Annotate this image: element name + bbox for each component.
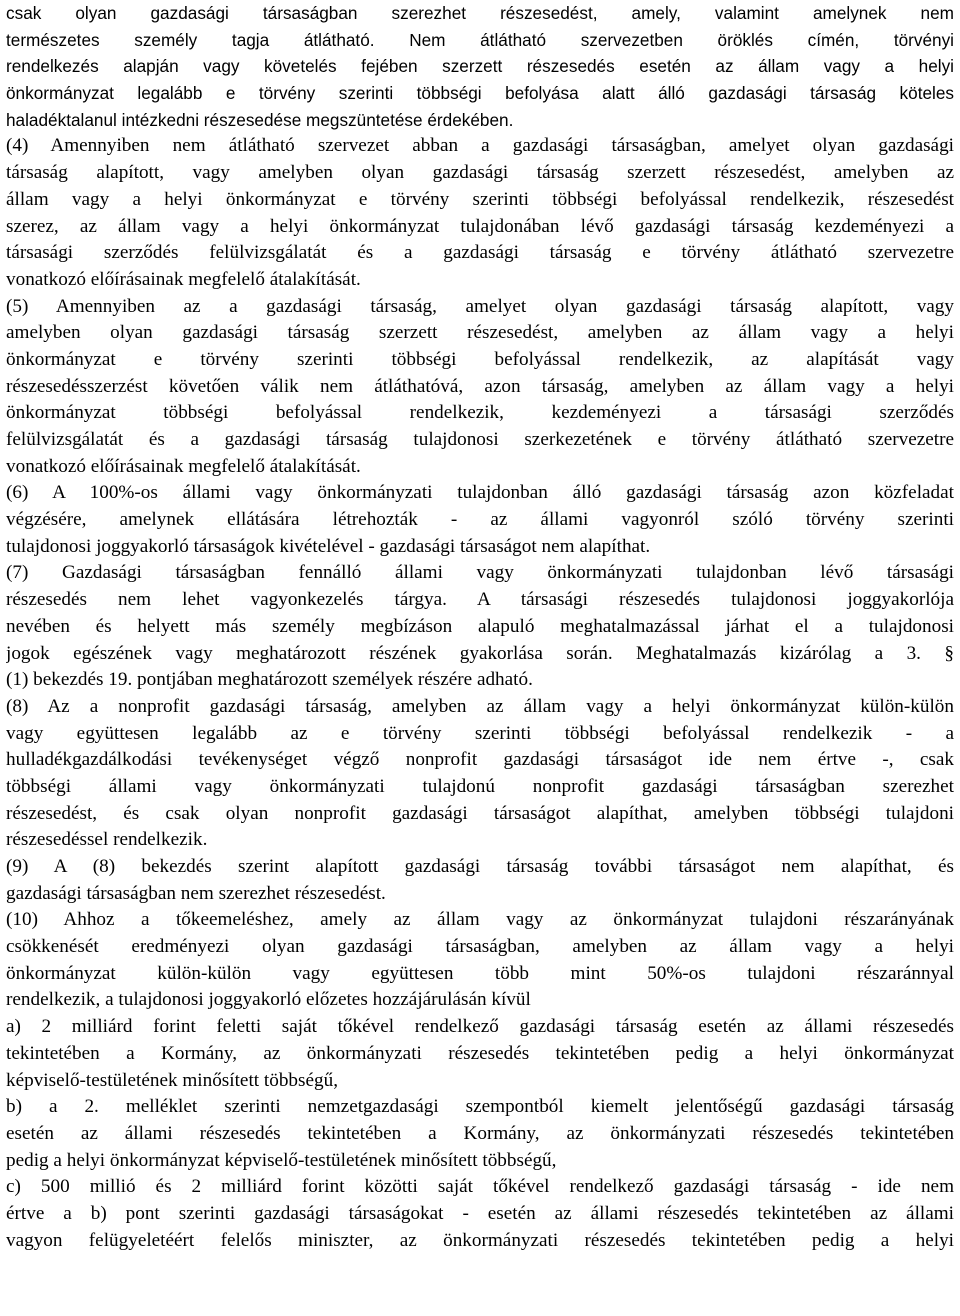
text-line: vonatkozó előírásainak megfelelő átalakítását. [6,455,361,477]
text-line: (6) A 100%-os állami vagy önkormányzati tulajdonban álló gazdasági társaság azon közfeladat [6,482,954,504]
text-line: (8) Az a nonprofit gazdasági társaság, amelyben az állam vagy a helyi önkormányzat külön-külön [6,695,954,717]
document-body [6,0,954,1254]
text-line: önkormányzat legalább e törvény szerinti többségi befolyása alatt álló gazdasági társaság köteles [6,83,954,104]
text-line: rendelkezés alapján vagy követelés fejében szerzett részesedés esetén az állam vagy a helyi [6,56,954,77]
text-line: (9) A (8) bekezdés szerint alapított gazdasági társaság további társaságot nem alapíthat, és [6,856,954,877]
text-line [6,27,954,54]
text-line: részesedésszerzést követően válik nem átláthatóvá, azon társaság, amelyben az állam vagy a helyi [6,375,954,397]
text-line: önkormányzat e törvény szerinti többségi befolyással rendelkezik, az alapítását vagy [6,348,954,370]
text-line: részesedéssel rendelkezik. [6,829,208,851]
text-line: haladéktalanul intézkedni részesedése megszüntetése érdekében. [6,109,514,130]
text-line: (1) bekezdés 19. pontjában meghatározott személyek részére adható. [6,669,533,691]
text-line: amelyben olyan gazdasági társaság szerzett részesedést, amelyben az állam vagy a helyi [6,322,954,344]
text-line: végzésére, amelynek ellátására létrehozták - az állami vagyonról szóló törvény szerinti [6,509,954,531]
text-line: képviselő-testületének minősített többségű, [6,1069,338,1091]
text-line: hulladékgazdálkodási tevékenységet végző nonprofit gazdasági társaságot ide nem értve -, csak [6,749,954,771]
text-line: önkormányzat külön-külön vagy együttesen több mint 50%-os tulajdoni részaránnyal [6,962,954,984]
text-line: vagy együttesen legalább az e törvény szerinti többségi befolyással rendelkezik - a [6,722,954,744]
text-line: pedig a helyi önkormányzat képviselő-testületének minősített többségű, [6,1149,557,1171]
text-line: értve a b) pont szerinti gazdasági társaságokat - esetén az állami részesedés tekintetében az állami [6,1202,954,1224]
text-line: (7) Gazdasági társaságban fennálló állami vagy önkormányzati tulajdonban lévő társasági [6,562,954,584]
text-line: részesedést, és csak olyan nonprofit gazdasági társaságot alapíthat, amelyben többségi tulajdoni [6,802,954,824]
text-line: (4) Amennyiben nem átlátható szervezet abban a gazdasági társaságban, amelyet olyan gazdasági [6,135,954,157]
document-page [6,0,954,1254]
text-line: állam vagy a helyi önkormányzat e törvény szerinti többségi befolyással rendelkezik, részesedést [6,188,954,210]
text-line: többségi állami vagy önkormányzati tulajdonú nonprofit gazdasági társaságban szerezhet [6,775,954,797]
text-line: tekintetében a Kormány, az önkormányzati részesedés tekintetében pedig a helyi önkormányzat [6,1042,954,1064]
text-line: (5) Amennyiben az a gazdasági társaság, amelyet olyan gazdasági társaság alapított, vagy [6,295,954,317]
text-line: jogok egészének vagy meghatározott részének gyakorlása során. Meghatalmazás kizárólag a 3. § [6,642,954,664]
text-line: társaság alapított, vagy amelyben olyan gazdasági társaság szerzett részesedést, amelyben az [6,162,954,184]
text-line: rendelkezik, a tulajdonosi joggyakorló előzetes hozzájárulásán kívül [6,989,531,1011]
text-line: b) a 2. melléklet szerinti nemzetgazdasági szempontból kiemelt jelentőségű gazdasági társaság [6,1096,954,1118]
text-line: felülvizsgálatát és a gazdasági társaság tulajdonosi szerkezetének e törvény átlátható szervezetre [6,429,954,450]
text-line: esetén az állami részesedés tekintetében a Kormány, az önkormányzati részesedés tekintetében [6,1122,954,1144]
text-line: társasági szerződés felülvizsgálatát és a gazdasági társaság e törvény átlátható szervezetre [6,242,954,264]
text-line: tulajdonosi joggyakorló társaságok kivételével - gazdasági társaságot nem alapíthat. [6,535,651,557]
text-line: (10) Ahhoz a tőkeemeléshez, amely az állam vagy az önkormányzat tulajdoni részarányának [6,909,954,931]
text-line: nevében és helyett más személy megbízáson alapuló meghatalmazással járhat el a tulajdonosi [6,615,954,637]
text-line: önkormányzat többségi befolyással rendelkezik, kezdeményezi a társasági szerződés [6,402,954,424]
text-line: vonatkozó előírásainak megfelelő átalakítását. [6,268,361,290]
text-line: részesedés nem lehet vagyonkezelés tárgya. A társasági részesedés tulajdonosi joggyakorlója [6,589,954,611]
text-line: vagyon felügyeletéért felelős miniszter, az önkormányzati részesedés tekintetében pedig a helyi [6,1229,954,1251]
text-line: csökkenését eredményezi olyan gazdasági társaságban, amelyben az állam vagy a helyi [6,936,954,958]
text-line: a) 2 milliárd forint feletti saját tőkével rendelkező gazdasági társaság esetén az állami részesedés [6,1016,954,1038]
text-line: szerez, az állam vagy a helyi önkormányzat tulajdonában lévő gazdasági társaság kezdeményezi a [6,215,954,237]
text-fragment: természetes személy tagja átlátható. [6,29,410,50]
text-line: gazdasági társaságban nem szerezhet részesedést. [6,882,386,904]
text-line: c) 500 millió és 2 milliárd forint közötti saját tőkével rendelkező gazdasági társaság - ide nem [6,1176,954,1198]
text-line: csak olyan gazdasági társaságban szerezhet részesedést, amely, valamint amelynek nem [6,3,954,23]
text-fragment: Nem átlátható szervezetben öröklés címén, törvényi [409,29,954,50]
